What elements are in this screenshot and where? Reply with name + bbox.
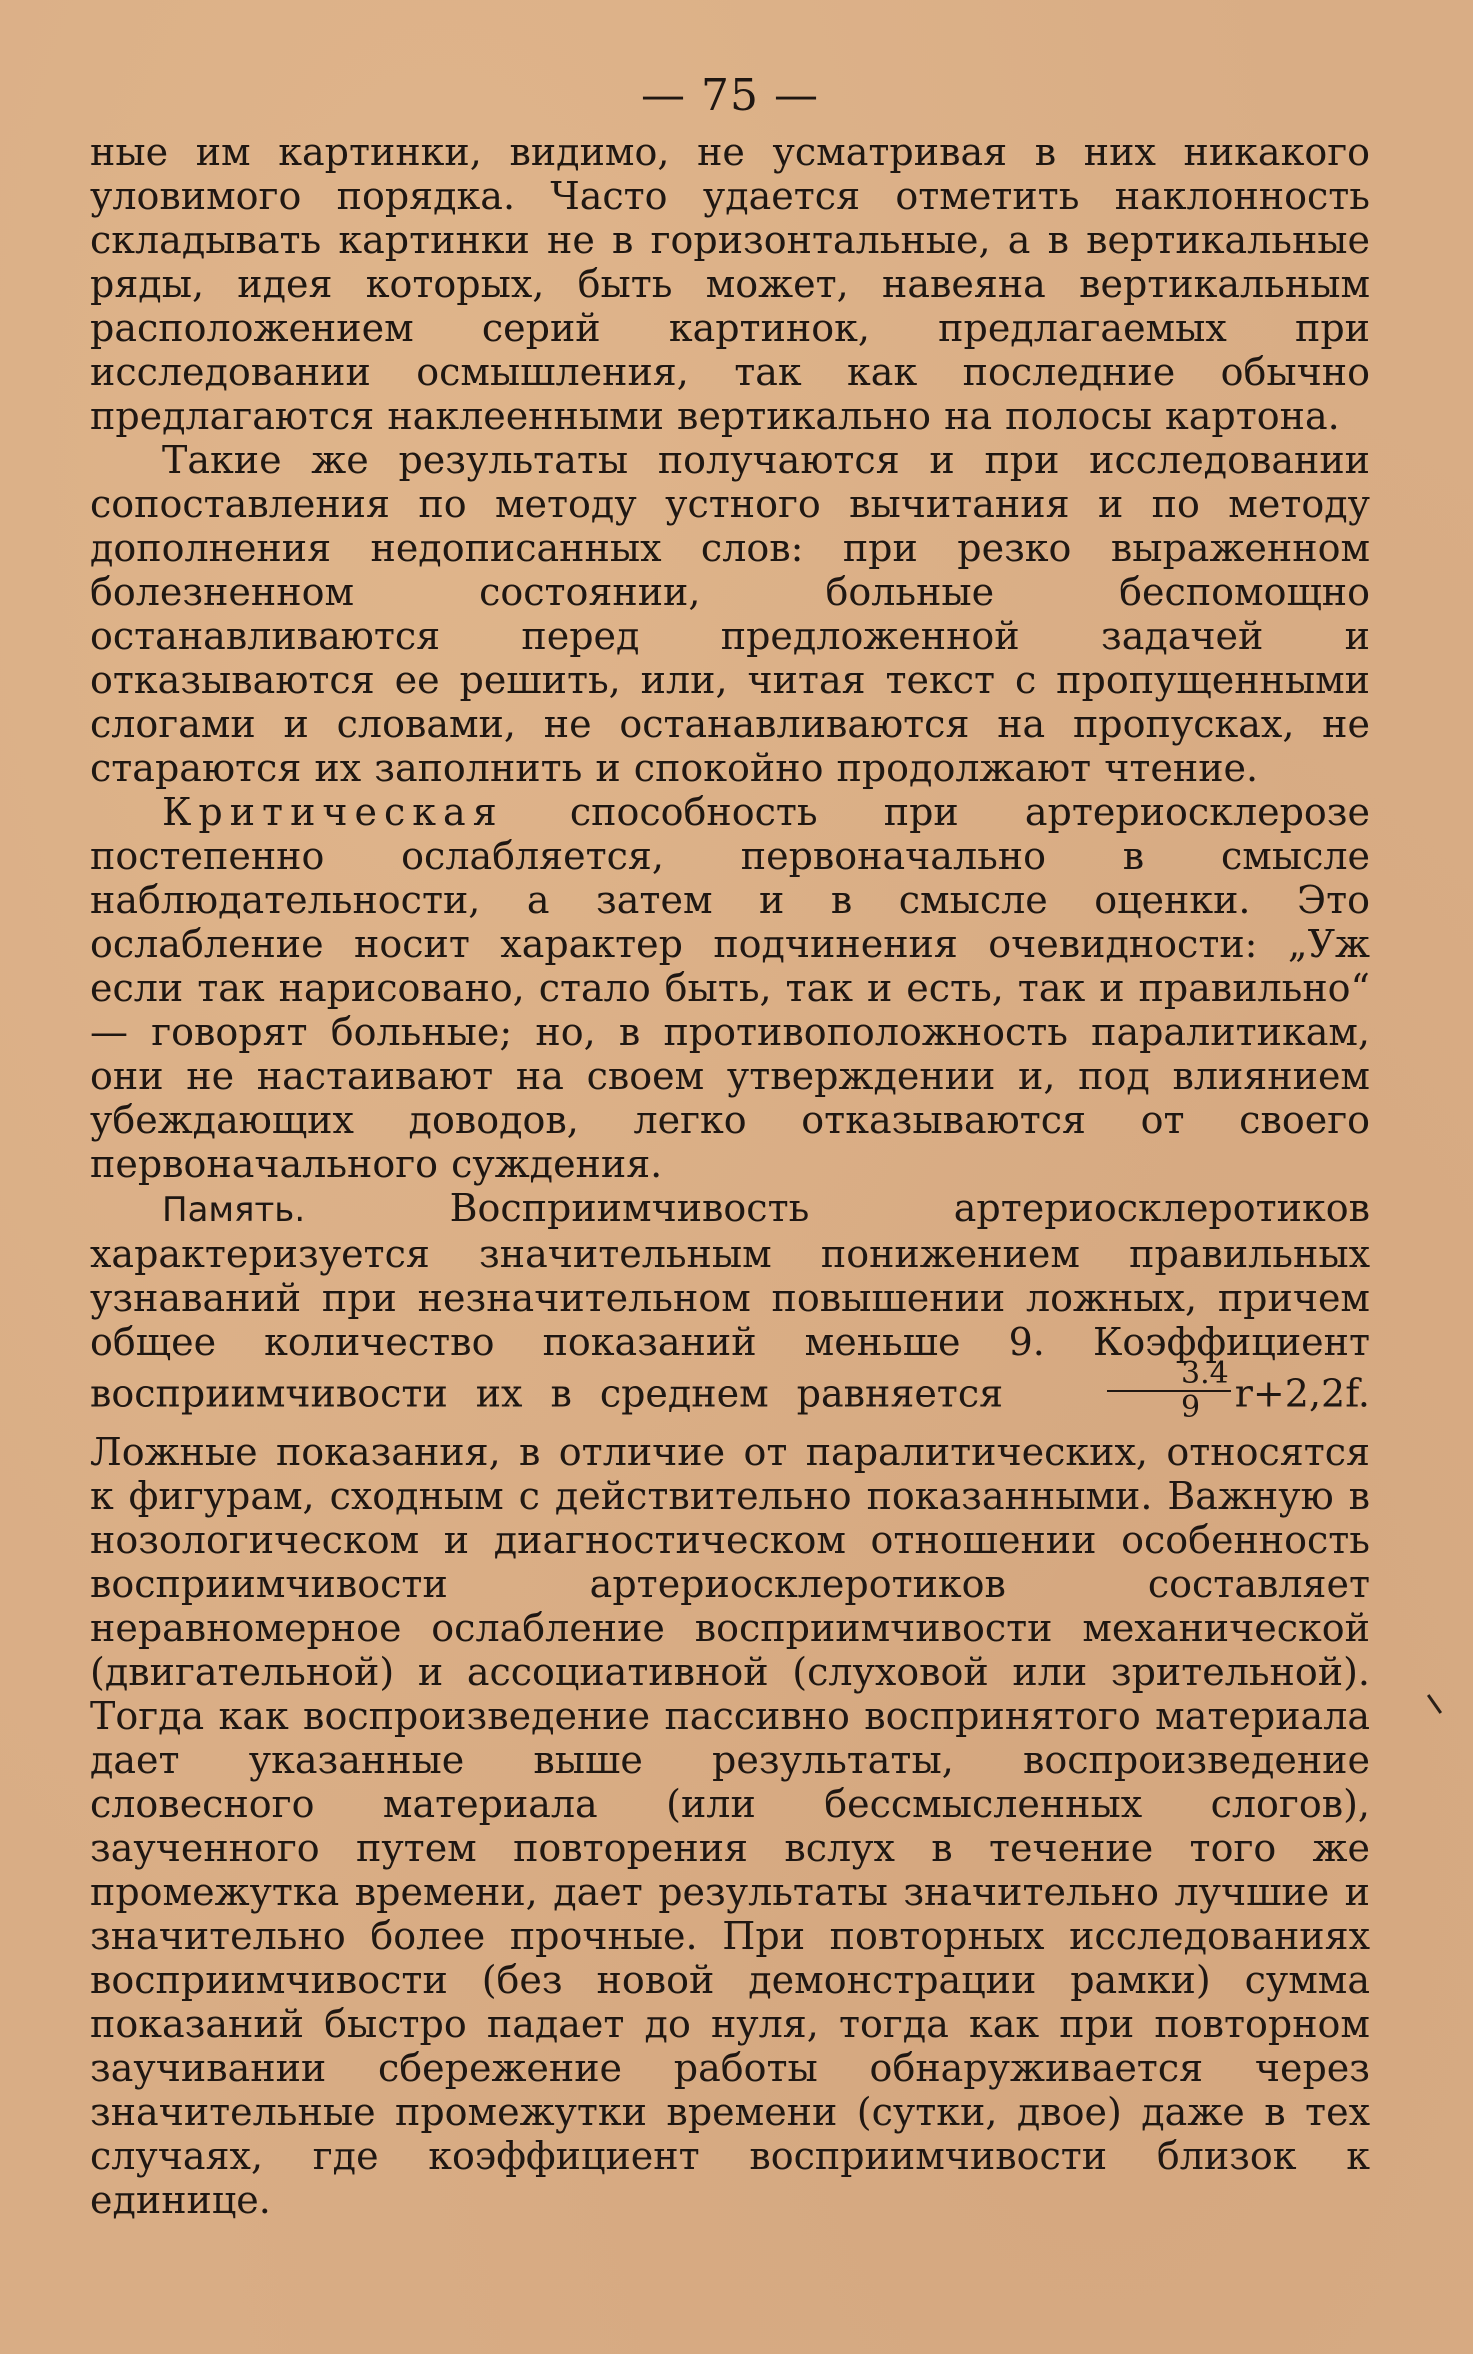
coefficient-formula [1031, 1356, 1370, 1430]
paragraph-3-text: способность при артериосклерозе постепенно ослабляется, первоначально в смысле наблюдательности, а затем и в смысле оценки. Это ослабление носит характер подчинения очевидности: „Уж если так нарисовано, стало быть, так и есть, так и правильно“ — говорят больные; но, в противоположность паралитикам, они не настаивают на своем утверждении и, под влиянием убеждающих доводов, легко отказываются от своего первоначального суждения. [90, 790, 1370, 1186]
fraction-denominator: 9 [1181, 1390, 1201, 1425]
formula-fraction [1107, 1358, 1231, 1424]
margin-pencil-mark [1427, 1694, 1442, 1714]
paragraph-2: Такие же результаты получаются и при исследовании сопоставления по методу устного вычитания и по методу дополнения недописанных слов: при резко выраженном болезненном состоянии, больные беспомощно останавливаются перед предложенной задачей и отказываются ее решить, или, читая текст с пропущенными слогами и словами, не останавливаются на пропусках, не стараются их заполнить и спокойно продолжают чтение. [90, 438, 1370, 790]
emphasized-term: Критическая [162, 790, 504, 834]
fraction-numerator: 3.4 [1107, 1358, 1231, 1392]
paragraph-4 [90, 1186, 1370, 2222]
formula-tail: r+2,2f. [1234, 1371, 1370, 1416]
paragraph-1: ные им картинки, видимо, не усматривая в них никакого уловимого порядка. Часто удается отметить наклонность складывать картинки не в горизонтальные, а в вертикальные ряды, идея которых, быть может, навеяна вертикальным расположением серий картинок, предлагаемых при исследовании осмышления, так как последние обычно предлагаются наклеенными вертикально на полосы картона. [90, 130, 1370, 438]
paragraph-4-text-a: Восприимчивость артериосклеротиков характеризуется значительным понижением правильных узнаваний при незначительном повышении ложных, причем общее количество показаний меньше 9. Коэффициент восприимчивости их в среднем равняется [90, 1186, 1370, 1416]
paragraph-3 [90, 790, 1370, 1186]
page-number: — 75 — [641, 70, 819, 121]
section-heading: Память. [162, 1190, 306, 1230]
paragraph-4-text-b: Ложные показания, в отличие от паралитических, относятся к фигурам, сходным с действительно показанными. Важную в нозологическом и диагностическом отношении особенность восприимчивости артериосклеротиков составляет неравномерное ослабление восприимчивости механической (двигательной) и ассоциативной (слуховой или зрительной). Тогда как воспроизведение пассивно воспринятого материала дает указанные выше результаты, воспроизведение словесного материала (или бессмысленных слогов), заученного путем повторения вслух в течение того же промежутка времени, дает результаты значительно лучшие и значительно более прочные. При повторных исследованиях восприимчивости (без новой демонстрации рамки) сумма показаний быстро падает до нуля, тогда как при повторном заучивании сбережение работы обнаруживается через значительные промежутки времени (сутки, двое) даже в тех случаях, где коэффициент восприимчивости близок к единице. [90, 1430, 1370, 2222]
book-page [90, 70, 1370, 2330]
